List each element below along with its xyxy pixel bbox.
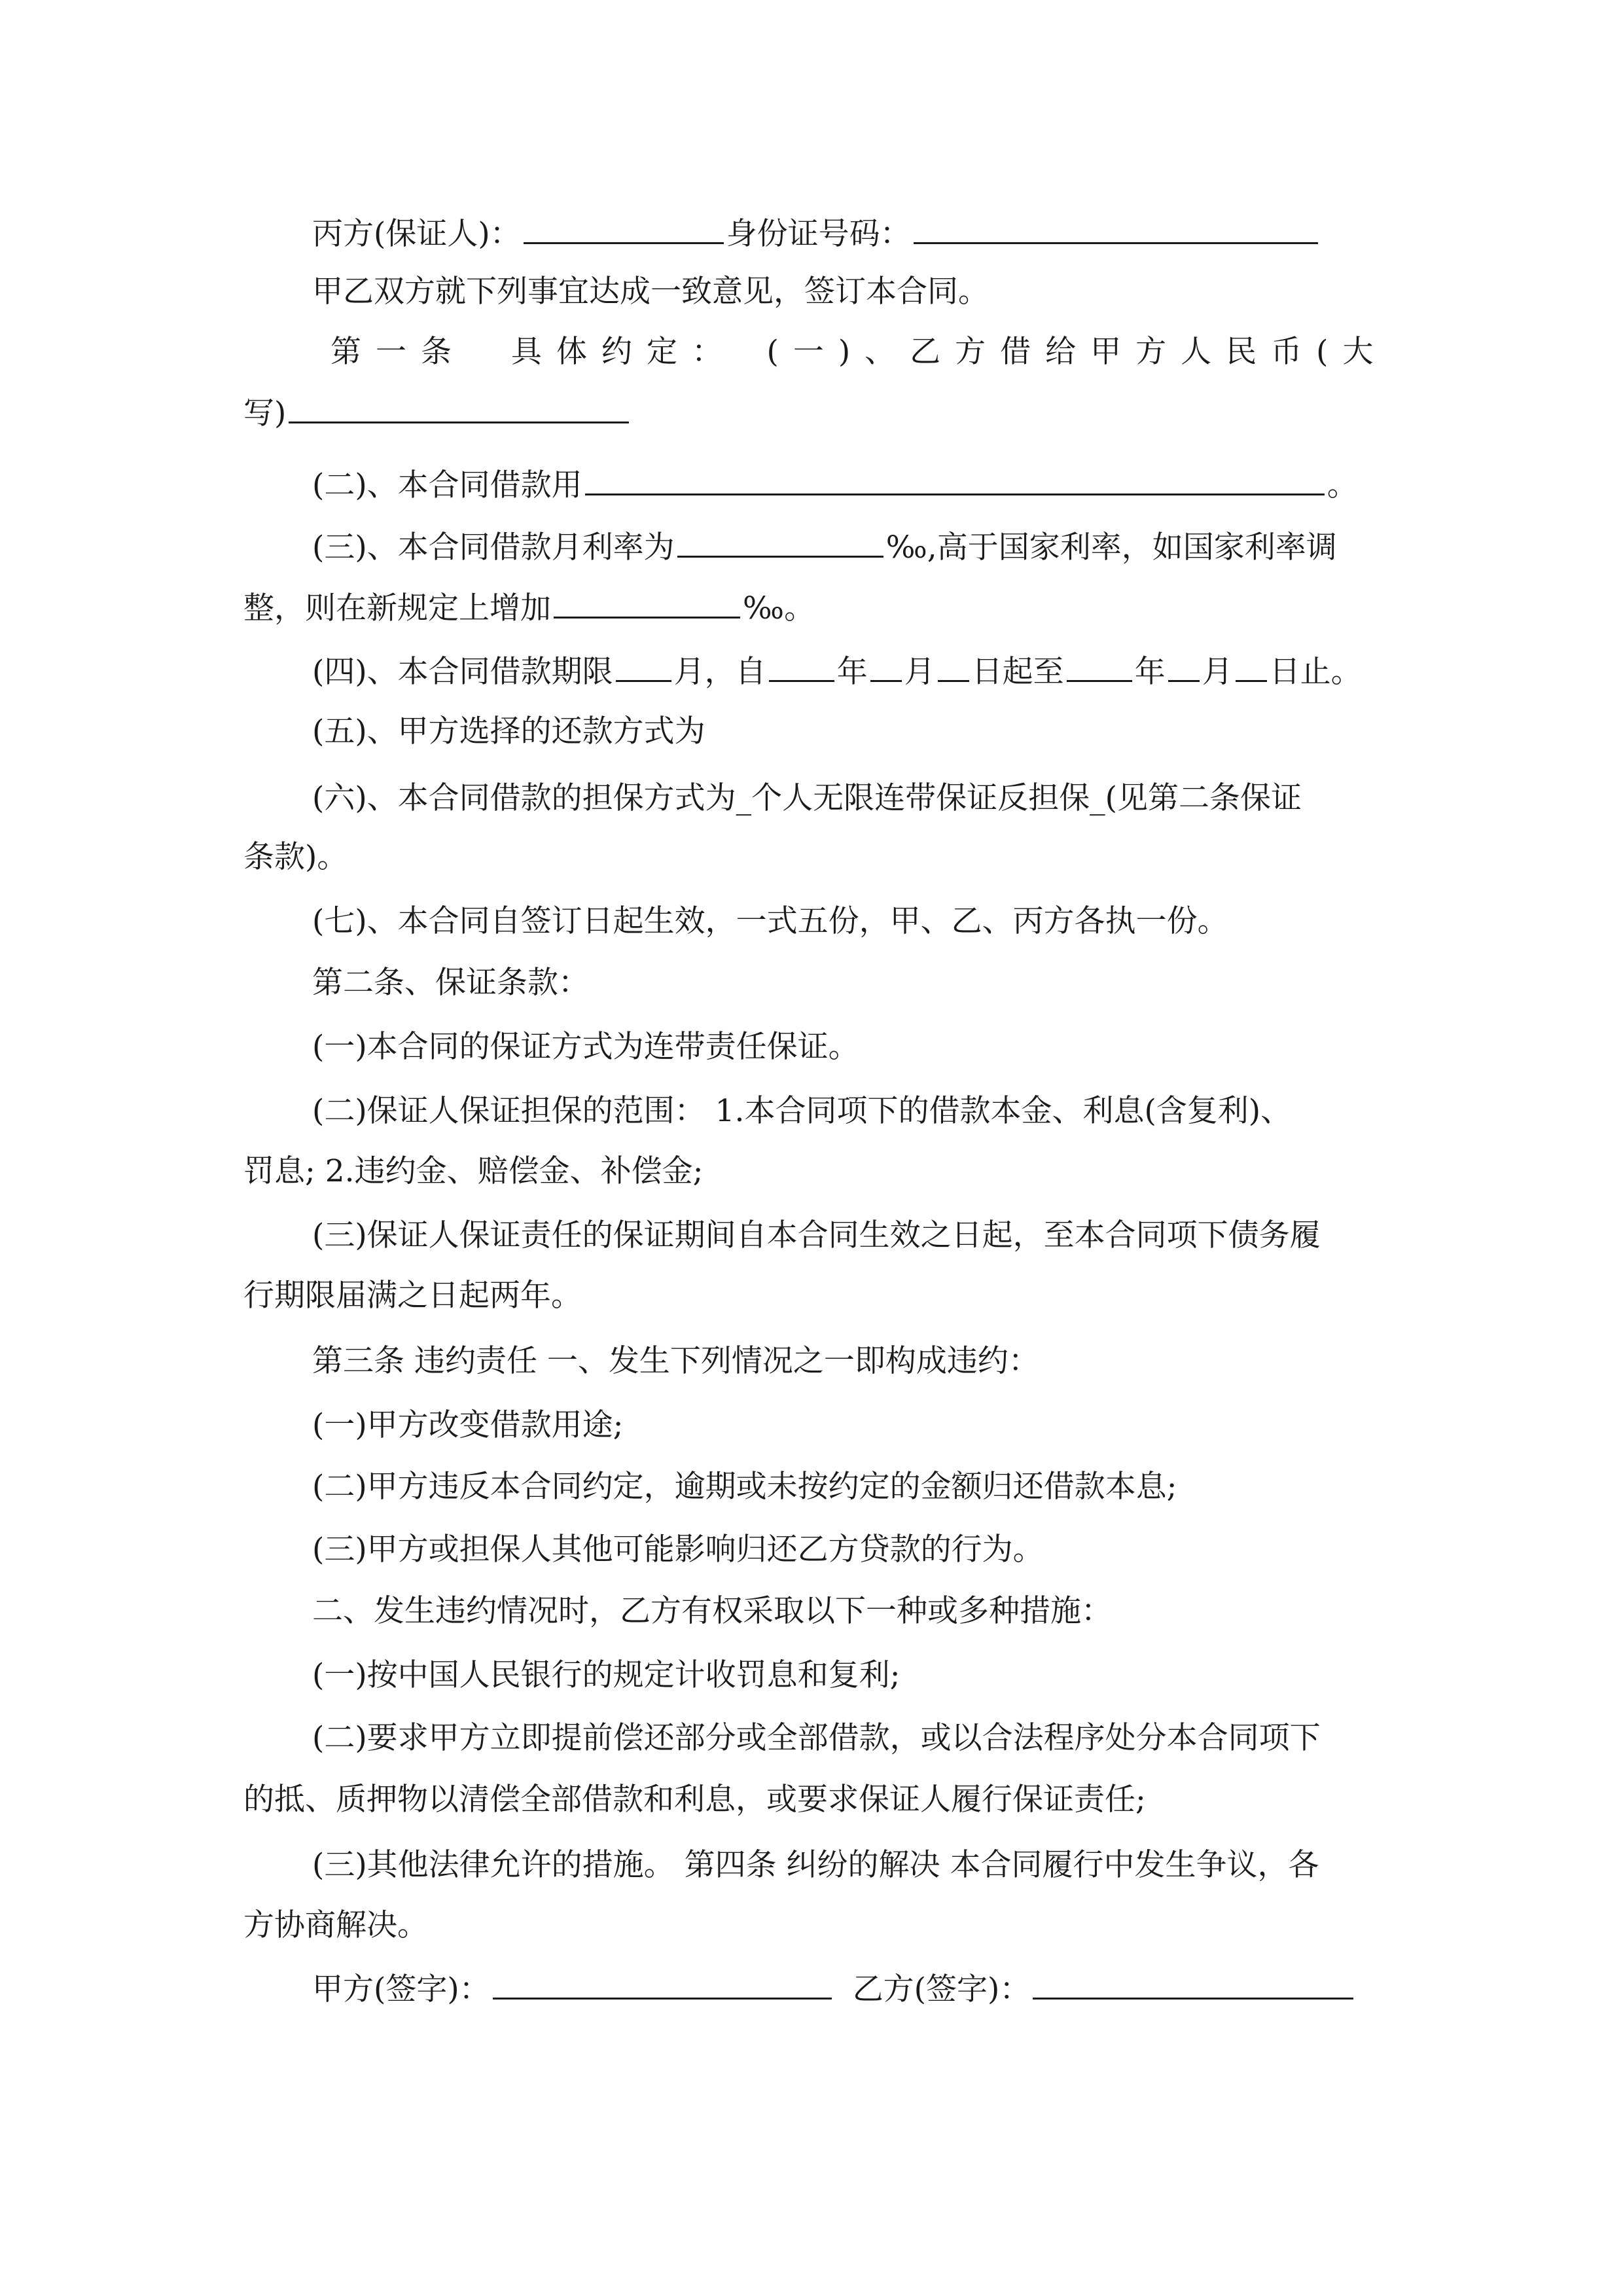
- party-a-signature-blank[interactable]: [493, 1969, 832, 2000]
- end-day-blank[interactable]: [1236, 651, 1267, 682]
- party-b-signature-blank[interactable]: [1033, 1969, 1353, 2000]
- party-a-signature-label: 甲方(签字)：: [312, 1971, 490, 2007]
- amount-capital-blank[interactable]: [289, 393, 629, 423]
- article-3-measure-1: (一)按中国人民银行的规定计收罚息和复利;: [312, 1657, 901, 1693]
- guarantor-label: 丙方(保证人)：: [312, 216, 521, 252]
- item-4-day2: 日止。: [1269, 654, 1362, 690]
- article-1-line-2: [243, 393, 632, 432]
- article-3-measure-3-line-2: 方协商解决。: [243, 1907, 428, 1943]
- article-3-item-1: (一)甲方改变借款用途;: [312, 1407, 624, 1443]
- guarantor-name-blank[interactable]: [524, 213, 724, 244]
- term-months-blank[interactable]: [616, 651, 671, 682]
- item-3-line-1: [312, 527, 1337, 566]
- article-3-measure-2-line-1: (二)要求甲方立即提前偿还部分或全部借款，或以合法程序处分本合同项下: [312, 1720, 1321, 1756]
- item-4-line: [312, 651, 1362, 691]
- loan-purpose-blank[interactable]: [585, 465, 1325, 495]
- id-number-label: 身份证号码：: [726, 216, 911, 252]
- rate-increase-blank[interactable]: [554, 588, 740, 619]
- agreement-intro: 甲乙双方就下列事宜达成一致意见，签订本合同。: [312, 274, 989, 310]
- start-month-blank[interactable]: [870, 651, 902, 682]
- item-4-day1: 日起至: [971, 654, 1064, 690]
- item-7: (七)、本合同自签订日起生效，一式五份，甲、乙、丙方各执一份。: [312, 903, 1228, 939]
- guarantor-line: [312, 213, 1321, 253]
- item-4-month1: 月: [904, 654, 935, 690]
- item-6-line-2: 条款)。: [243, 839, 348, 875]
- id-number-blank[interactable]: [914, 213, 1318, 244]
- start-day-blank[interactable]: [938, 651, 969, 682]
- item-3-line-2-suffix: ‰。: [743, 590, 815, 626]
- article-3-measure-3-line-1: (三)其他法律允许的措施。 第四条 纠纷的解决 本合同履行中发生争议，各: [312, 1847, 1319, 1883]
- article-1-line-1: 第一条 具体约定： (一)、乙方借给甲方人民币(大: [330, 334, 1388, 370]
- item-4-month: 月，自: [673, 654, 766, 690]
- item-3-mid: ‰,高于国家利率，如国家利率调: [885, 529, 1337, 565]
- item-4-prefix: (四)、本合同借款期限: [312, 654, 613, 690]
- monthly-rate-blank[interactable]: [677, 527, 883, 558]
- signature-line: [312, 1969, 1356, 2008]
- amount-capital-label: 写): [243, 395, 287, 431]
- article-2-item-1: (一)本合同的保证方式为连带责任保证。: [312, 1029, 859, 1065]
- party-b-signature-label: 乙方(签字)：: [852, 1971, 1031, 2007]
- item-4-year2: 年: [1134, 654, 1166, 690]
- item-4-month2: 月: [1202, 654, 1233, 690]
- article-2-title: 第二条、保证条款：: [312, 965, 589, 1001]
- article-2-item-2-line-2: 罚息; 2.违约金、赔偿金、补偿金;: [243, 1153, 704, 1189]
- article-3-title: 第三条 违约责任 一、发生下列情况之一即构成违约：: [312, 1343, 1039, 1379]
- item-2-line: [312, 465, 1358, 504]
- item-3-line-2: [243, 588, 815, 627]
- article-2-item-3-line-1: (三)保证人保证责任的保证期间自本合同生效之日起，至本合同项下债务履: [312, 1217, 1321, 1253]
- end-month-blank[interactable]: [1168, 651, 1200, 682]
- article-3-section-2: 二、发生违约情况时，乙方有权采取以下一种或多种措施：: [312, 1593, 1112, 1629]
- item-3-prefix: (三)、本合同借款月利率为: [312, 529, 675, 565]
- article-3-measure-2-line-2: 的抵、质押物以清偿全部借款和利息，或要求保证人履行保证责任;: [243, 1782, 1146, 1818]
- article-2-item-2-line-1: (二)保证人保证担保的范围： 1.本合同项下的借款本金、利息(含复利)、: [312, 1093, 1292, 1129]
- article-2-item-3-line-2: 行期限届满之日起两年。: [243, 1278, 582, 1314]
- item-2-suffix: 。: [1327, 467, 1358, 503]
- end-year-blank[interactable]: [1067, 651, 1132, 682]
- article-3-item-2: (二)甲方违反本合同约定，逾期或未按约定的金额归还借款本息;: [312, 1469, 1177, 1505]
- item-5: (五)、甲方选择的还款方式为: [312, 713, 705, 749]
- start-year-blank[interactable]: [769, 651, 834, 682]
- item-3-line-2-prefix: 整，则在新规定上增加: [243, 590, 551, 626]
- item-2-prefix: (二)、本合同借款用: [312, 467, 582, 503]
- article-3-item-3: (三)甲方或担保人其他可能影响归还乙方贷款的行为。: [312, 1532, 1044, 1568]
- item-4-year1: 年: [836, 654, 868, 690]
- item-6-line-1: (六)、本合同借款的担保方式为_个人无限连带保证反担保_(见第二条保证: [312, 780, 1302, 816]
